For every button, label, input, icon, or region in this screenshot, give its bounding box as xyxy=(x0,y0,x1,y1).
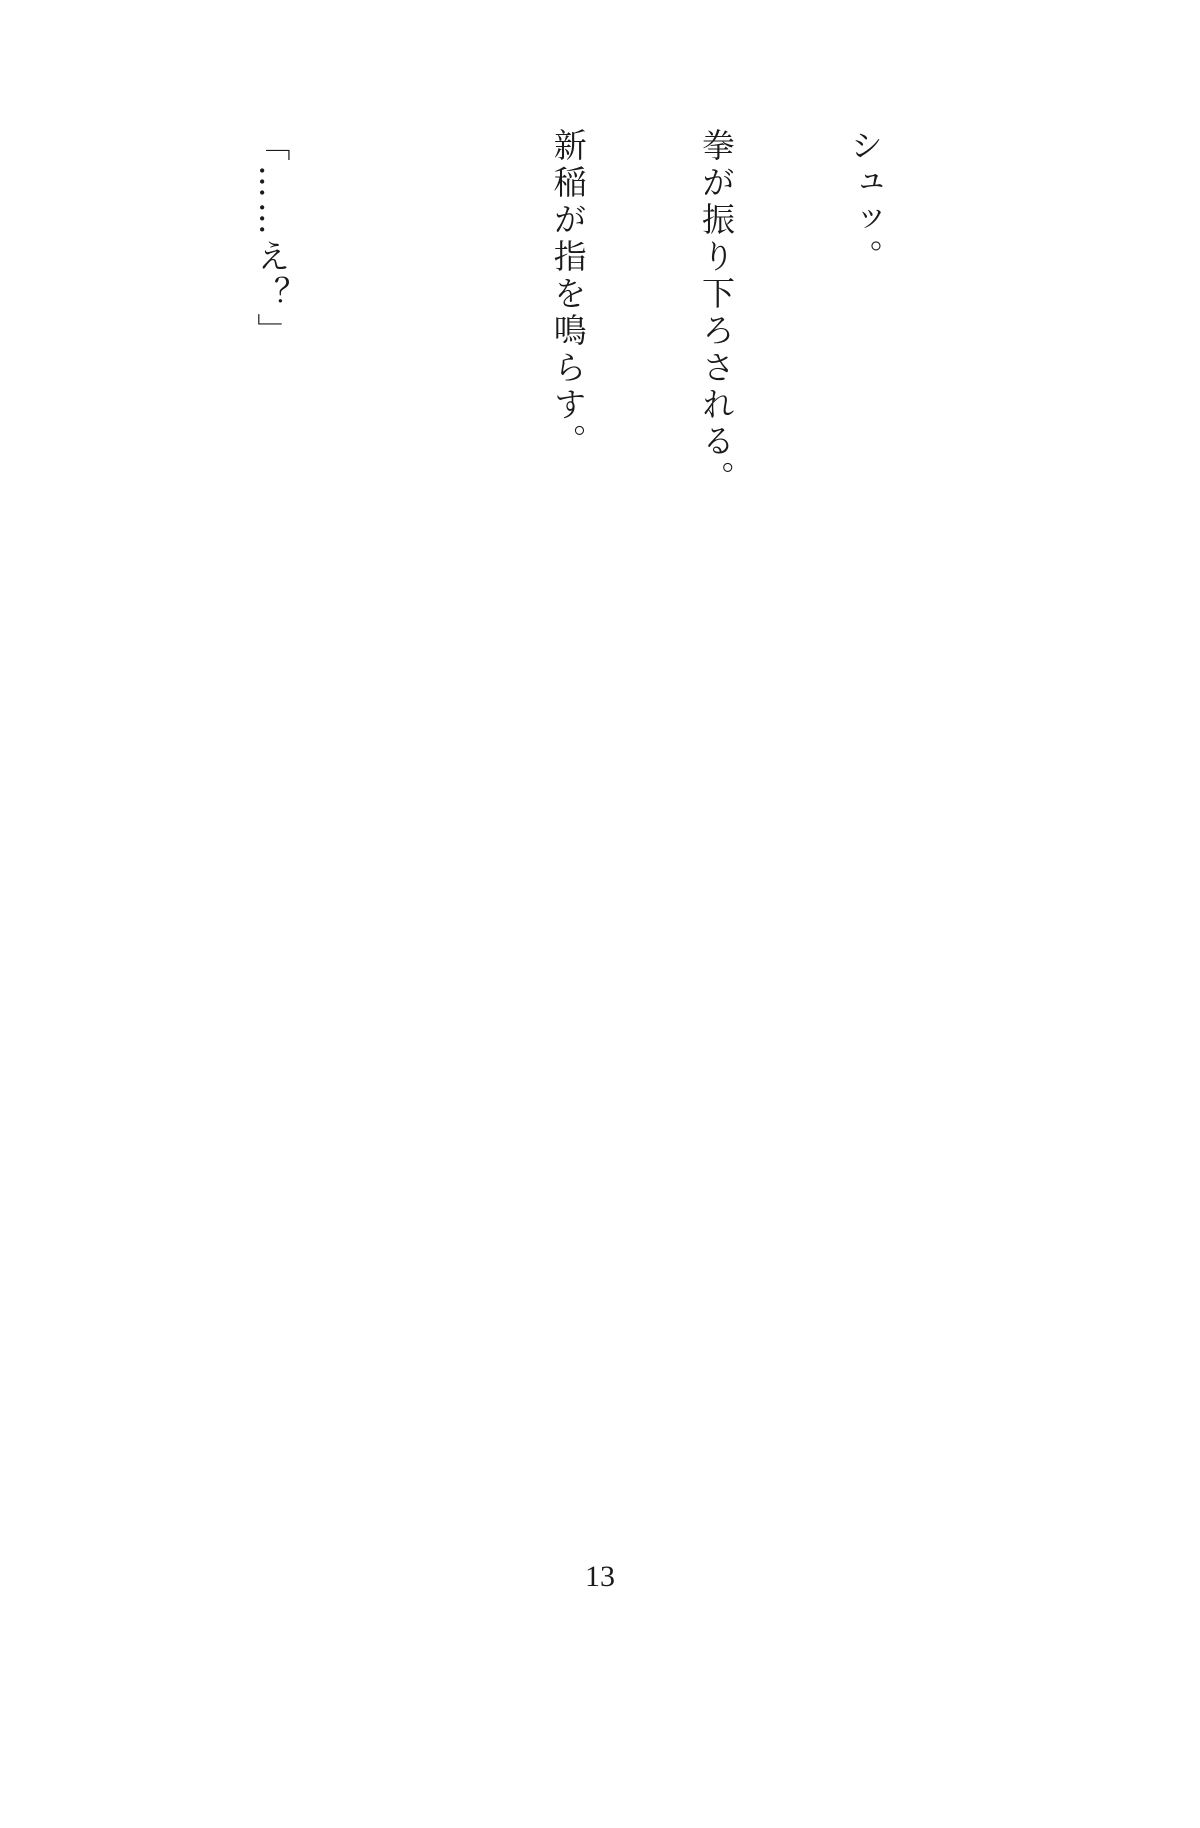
text-line: 拳が振り下ろされる。 xyxy=(696,128,736,498)
vertical-body-text xyxy=(0,128,988,1548)
page-number: 13 xyxy=(585,1560,615,1593)
text-line: 「……え？」 xyxy=(252,128,292,350)
text-line: シュッ。 xyxy=(845,128,885,276)
blank-line xyxy=(395,128,444,1548)
text-line: 新稲が指を鳴らす。 xyxy=(548,128,588,461)
blank-line xyxy=(99,128,148,1548)
